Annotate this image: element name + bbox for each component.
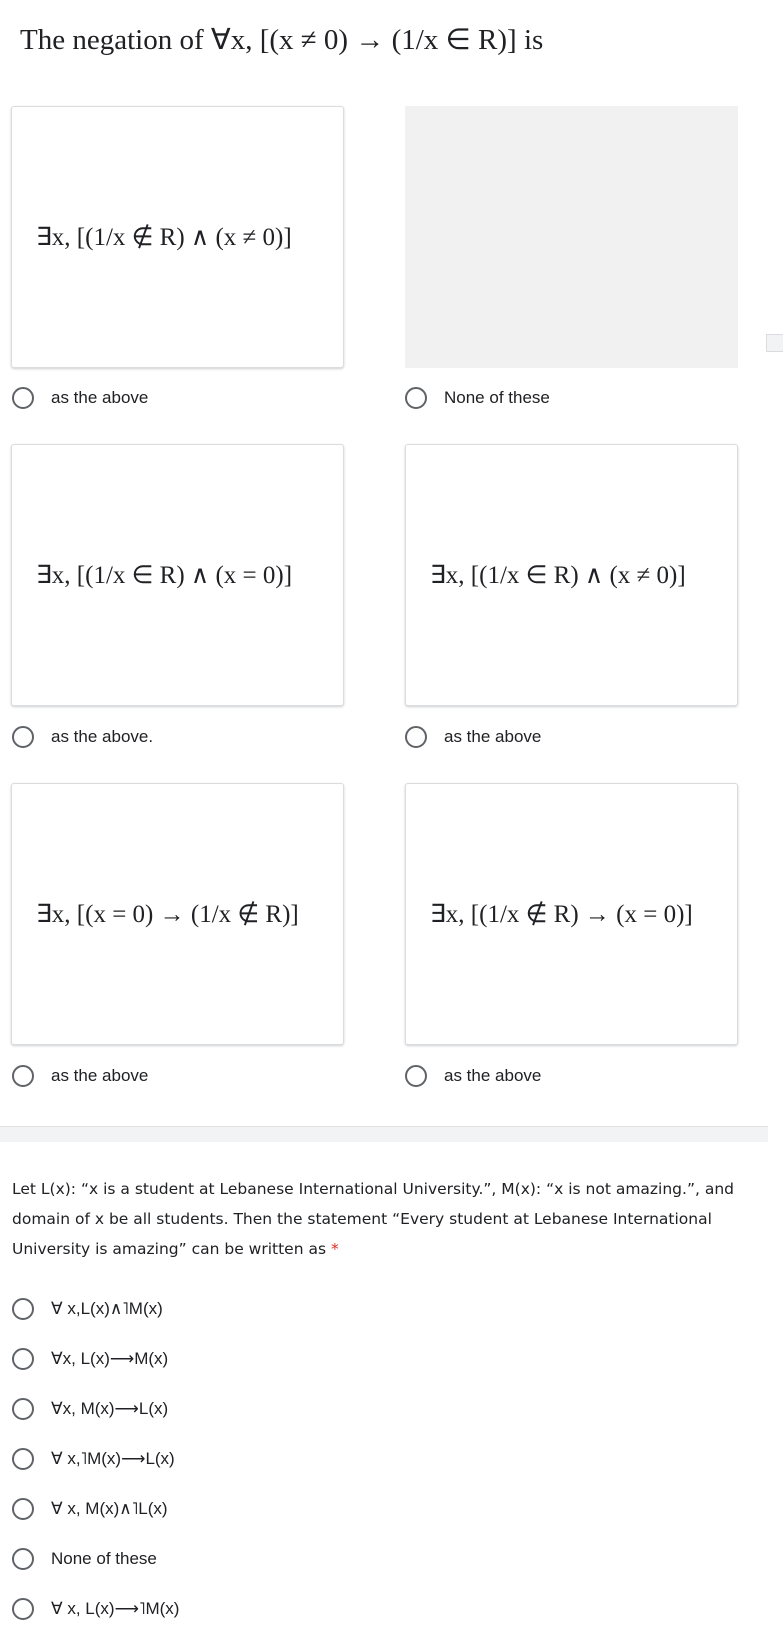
answer-image-card: [11, 444, 344, 706]
option-label: as the above: [444, 727, 542, 746]
answer-image-card: [405, 783, 738, 1045]
option-label: ∀x, L(x)⟶M(x): [51, 1349, 169, 1368]
radio-button[interactable]: [405, 726, 427, 748]
radio-button[interactable]: [12, 1548, 34, 1570]
answer-image-card: [405, 444, 738, 706]
q2-option-7[interactable]: [12, 1598, 179, 1620]
q2-option-5[interactable]: [12, 1498, 168, 1520]
option-label: ∀ x,˥M(x)⟶L(x): [51, 1449, 175, 1468]
radio-button[interactable]: [12, 1498, 34, 1520]
option-6-as-the-above[interactable]: [405, 1065, 541, 1087]
radio-button[interactable]: [12, 726, 34, 748]
option-5-as-the-above[interactable]: [12, 1065, 148, 1087]
option-label: None of these: [51, 1549, 157, 1568]
q2-option-4[interactable]: [12, 1448, 175, 1470]
option-label: ∀ x,L(x)∧˥M(x): [51, 1299, 163, 1318]
option-label: as the above.: [51, 727, 154, 746]
option-label: ∀x, M(x)⟶L(x): [51, 1399, 169, 1418]
option-4-as-the-above[interactable]: [405, 726, 541, 748]
option-label: as the above: [51, 388, 149, 407]
radio-button[interactable]: [12, 1398, 34, 1420]
radio-button[interactable]: [405, 387, 427, 409]
answer-image-card-empty: [405, 106, 738, 368]
radio-button[interactable]: [12, 1298, 34, 1320]
q2-option-1[interactable]: [12, 1298, 163, 1320]
radio-button[interactable]: [405, 1065, 427, 1087]
q2-option-2[interactable]: [12, 1348, 168, 1370]
radio-button[interactable]: [12, 1448, 34, 1470]
option-3-as-the-above[interactable]: [12, 726, 153, 748]
side-scroll-tab[interactable]: [766, 334, 783, 352]
radio-button[interactable]: [12, 1065, 34, 1087]
option-label: as the above: [444, 1066, 542, 1085]
q2-option-3[interactable]: [12, 1398, 168, 1420]
question-2-body: Let L(x): “x is a student at Lebanese International University.”, M(x): “x is not amazing.”, and domain of x be all students. Then the statement “Every student at Lebanese International University is amazing” can be written as: [12, 1180, 734, 1258]
formula: ∃x, [(1/x ∈ R) ∧ (x = 0)]: [36, 562, 293, 589]
option-label: ∀ x, L(x)⟶˥M(x): [51, 1599, 180, 1618]
formula: ∃x, [(1/x ∉ R) → (x = 0)]: [430, 901, 693, 928]
option-1-as-the-above[interactable]: [12, 387, 148, 409]
radio-button[interactable]: [12, 1598, 34, 1620]
formula: ∃x, [(x = 0) → (1/x ∉ R)]: [36, 901, 299, 928]
section-divider: [0, 1126, 768, 1142]
radio-button[interactable]: [12, 1348, 34, 1370]
option-label: None of these: [444, 388, 550, 407]
radio-button[interactable]: [12, 387, 34, 409]
answer-image-card: [11, 106, 344, 368]
formula: ∃x, [(1/x ∈ R) ∧ (x ≠ 0)]: [430, 562, 686, 589]
option-label: as the above: [51, 1066, 149, 1085]
option-none-of-these[interactable]: [405, 387, 550, 409]
question-1-title: The negation of ∀x, [(x ≠ 0) → (1/x ∈ R)] is: [20, 24, 544, 56]
question-2-text: [12, 1174, 762, 1264]
formula: ∃x, [(1/x ∉ R) ∧ (x ≠ 0)]: [36, 224, 292, 251]
option-label: ∀ x, M(x)∧˥L(x): [51, 1499, 168, 1518]
q2-option-none-of-these[interactable]: [12, 1548, 157, 1570]
required-asterisk: *: [330, 1240, 339, 1258]
answer-image-card: [11, 783, 344, 1045]
